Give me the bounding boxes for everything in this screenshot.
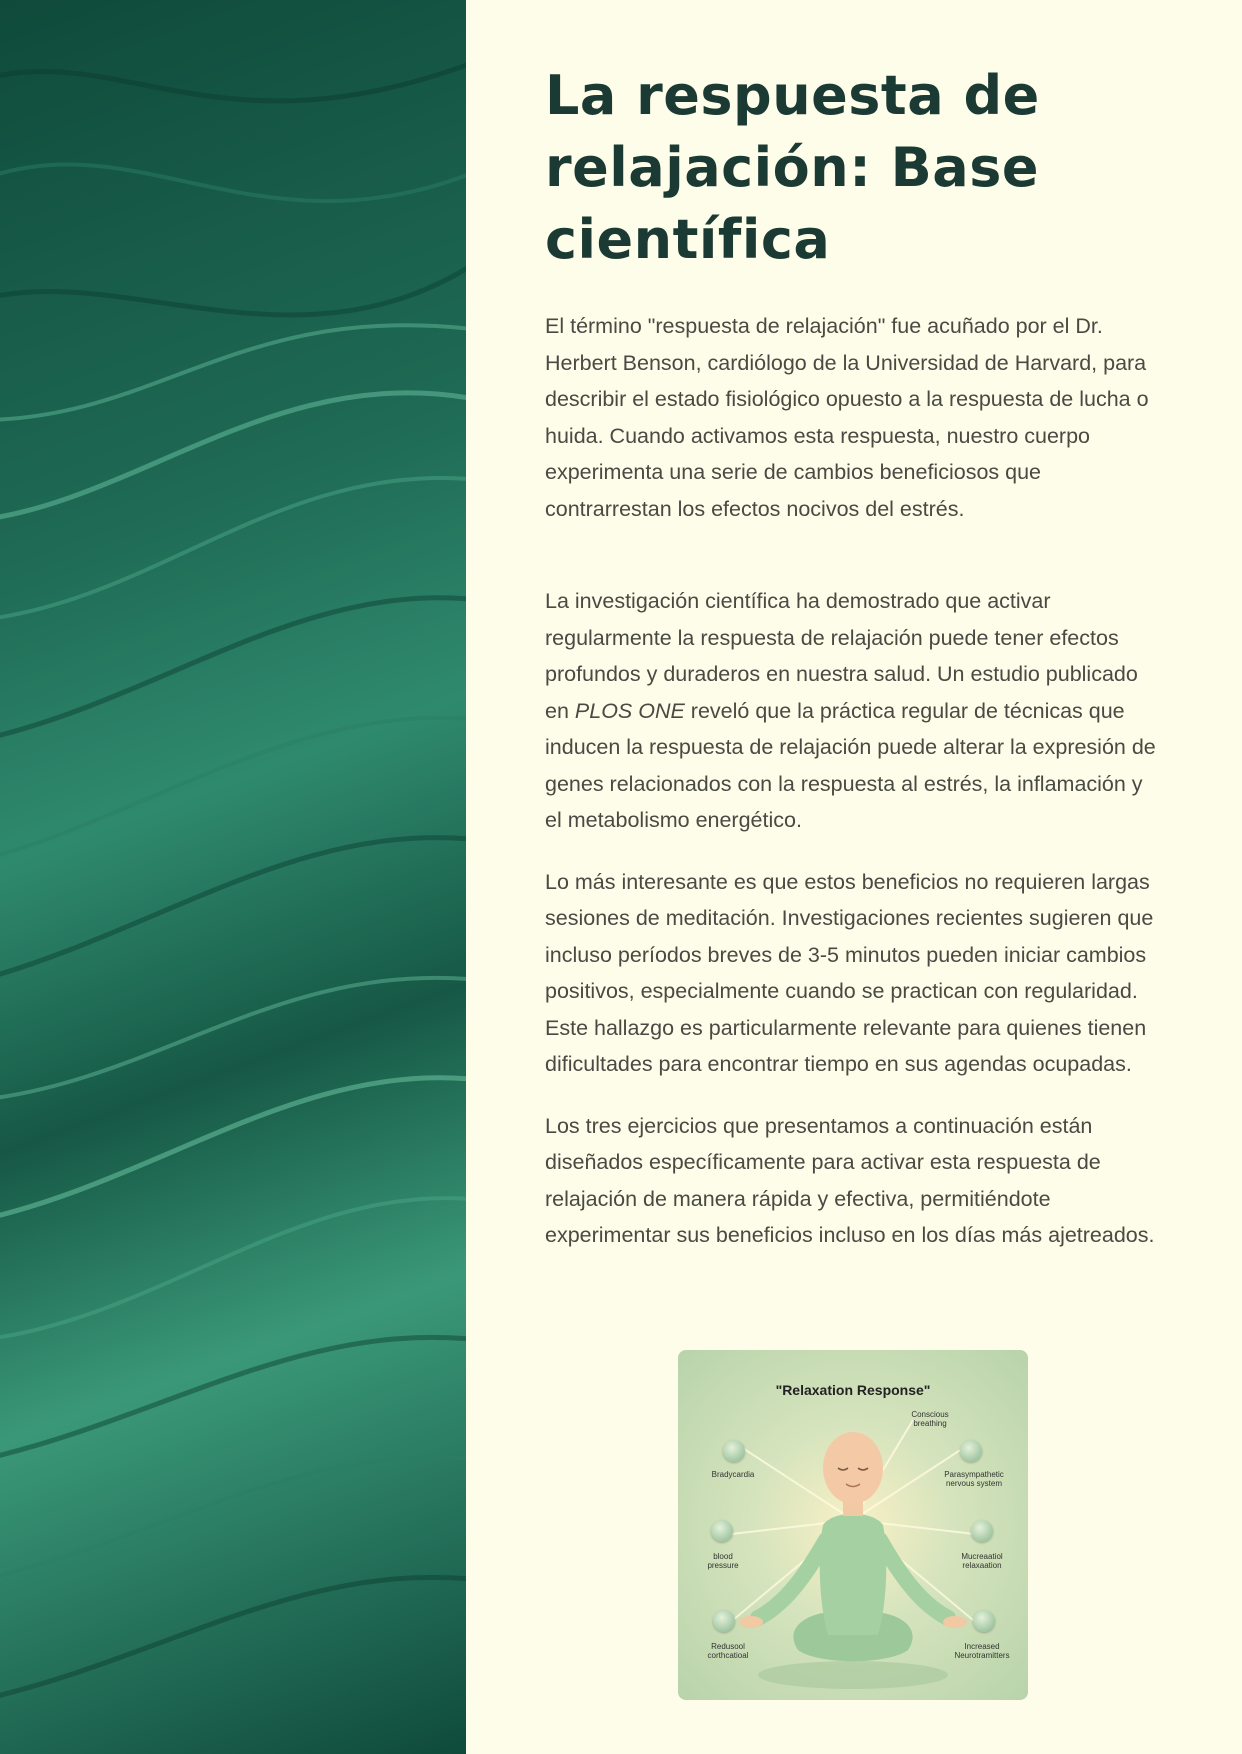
paragraph-research-start: La investigación científica ha demostrado que activar regularmente la respuesta de relajación puede tener efectos profundos y duraderos en nuestra salud. Un estudio publicado en xyxy=(545,589,1138,723)
journal-name: PLOS ONE xyxy=(574,698,685,723)
cortisol-icon xyxy=(713,1610,735,1632)
figure-title: "Relaxation Response" xyxy=(775,1382,931,1398)
paragraph-benefits: Lo más interesante es que estos beneficios no requieren largas sesiones de meditación. Investigaciones recientes sugieren que incluso períodos breves de 3-5 minutos pueden iniciar cambios positivos, especialmente cuando se practican con regularidad. Este hallazgo es particularmente relevante para quienes tienen dificultades para encontrar tiempo en sus agendas ocupadas. xyxy=(545,869,1154,1076)
wave-texture xyxy=(0,0,466,1754)
muscle-relaxation-icon xyxy=(971,1520,993,1542)
label-redusool: Redusool corthcatioal xyxy=(707,1642,749,1660)
label-conscious-breathing: Conscious breathing xyxy=(911,1410,949,1428)
paragraph-exercises: Los tres ejercicios que presentamos a continuación están diseñados específicamente para activar esta respuesta de relajación de manera rápida y efectiva, permitiéndote experimentar sus beneficios incluso en los días más ajetreados. xyxy=(545,1113,1155,1247)
label-mucreaatiol: Mucreaatiol relaxaation xyxy=(961,1552,1003,1570)
article-content xyxy=(545,60,1165,1254)
relaxation-response-illustration xyxy=(678,1350,1028,1700)
neurotransmitter-icon xyxy=(973,1610,995,1632)
heart-rate-icon xyxy=(723,1440,745,1462)
label-parasympathetic: Parasympathetic nervous system xyxy=(944,1470,1004,1488)
paragraph-intro: El término "respuesta de relajación" fue acuñado por el Dr. Herbert Benson, cardiólogo de la Universidad de Harvard, para describir el estado fisiológico opuesto a la respuesta de lucha o huida. Cuando activamos esta respuesta, nuestro cuerpo experimenta una serie de cambios beneficiosos que contrarrestan los efectos nocivos del estrés. xyxy=(545,314,1149,521)
label-blood-pressure: blood pressure xyxy=(707,1552,739,1570)
label-bradycardia: Bradycardia xyxy=(711,1470,755,1479)
blood-pressure-icon xyxy=(711,1520,733,1542)
nervous-system-icon xyxy=(960,1440,982,1462)
paragraph-research-end: reveló que la práctica regular de técnicas que inducen la respuesta de relajación puede alterar la expresión de genes relacionados con la respuesta al estrés, la inflamación y el metabolismo energético. xyxy=(545,698,1156,832)
paragraph-research xyxy=(545,583,1165,839)
page-title: La respuesta de relajación: Base científica xyxy=(545,64,1040,271)
label-increased: Increased Neurotramitters xyxy=(954,1642,1010,1660)
decorative-wave-panel xyxy=(0,0,466,1754)
